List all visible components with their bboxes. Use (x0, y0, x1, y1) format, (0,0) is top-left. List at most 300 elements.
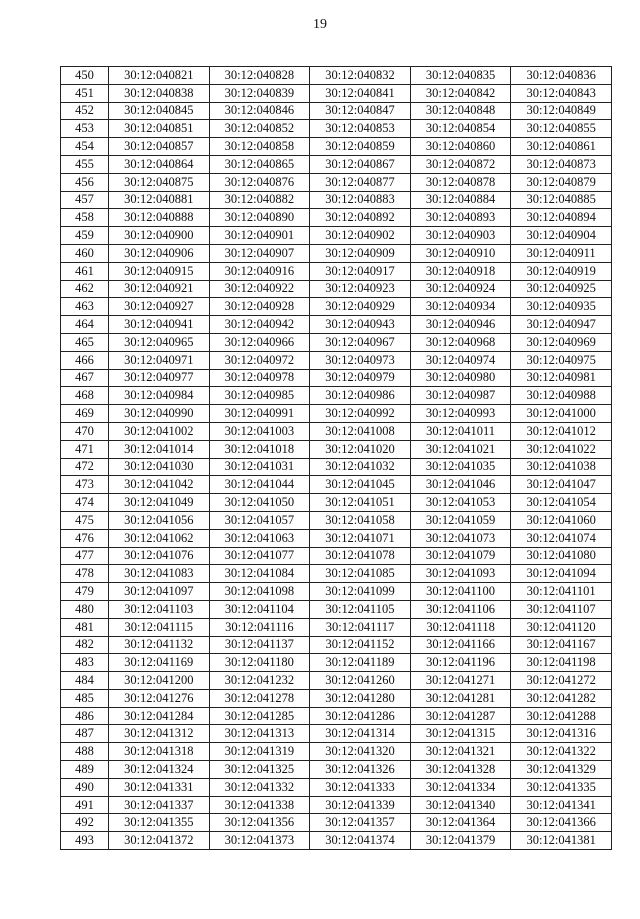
cadastral-code-cell: 30:12:040925 (511, 280, 612, 298)
cadastral-code-cell: 30:12:040852 (209, 120, 310, 138)
table-row (61, 743, 612, 761)
cadastral-code-cell: 30:12:041084 (209, 565, 310, 583)
table-row (61, 814, 612, 832)
cadastral-code-cell: 30:12:041152 (310, 636, 411, 654)
cadastral-code-cell: 30:12:040916 (209, 262, 310, 280)
row-number-cell: 464 (61, 316, 109, 334)
row-number-cell: 491 (61, 796, 109, 814)
cadastral-code-cell: 30:12:041331 (109, 778, 210, 796)
cadastral-code-cell: 30:12:041169 (109, 654, 210, 672)
cadastral-code-cell: 30:12:040921 (109, 280, 210, 298)
cadastral-code-cell: 30:12:041316 (511, 725, 612, 743)
row-number-cell: 476 (61, 529, 109, 547)
table-row (61, 636, 612, 654)
row-number-cell: 474 (61, 494, 109, 512)
cadastral-code-cell: 30:12:041281 (410, 689, 511, 707)
cadastral-code-cell: 30:12:040892 (310, 209, 411, 227)
table-row (61, 440, 612, 458)
row-number-cell: 462 (61, 280, 109, 298)
cadastral-code-cell: 30:12:041046 (410, 476, 511, 494)
cadastral-code-cell: 30:12:040934 (410, 298, 511, 316)
row-number-cell: 485 (61, 689, 109, 707)
cadastral-code-cell: 30:12:041167 (511, 636, 612, 654)
cadastral-code-cell: 30:12:041080 (511, 547, 612, 565)
cadastral-code-cell: 30:12:041357 (310, 814, 411, 832)
cadastral-code-cell: 30:12:040928 (209, 298, 310, 316)
row-number-cell: 489 (61, 761, 109, 779)
cadastral-code-cell: 30:12:040923 (310, 280, 411, 298)
table-row (61, 476, 612, 494)
cadastral-code-cell: 30:12:041319 (209, 743, 310, 761)
cadastral-code-cell: 30:12:040985 (209, 387, 310, 405)
row-number-cell: 490 (61, 778, 109, 796)
cadastral-code-cell: 30:12:040901 (209, 227, 310, 245)
cadastral-code-cell: 30:12:041022 (511, 440, 612, 458)
cadastral-code-cell: 30:12:041272 (511, 672, 612, 690)
cadastral-code-cell: 30:12:041054 (511, 494, 612, 512)
cadastral-code-cell: 30:12:041038 (511, 458, 612, 476)
cadastral-code-cell: 30:12:040927 (109, 298, 210, 316)
cadastral-code-cell: 30:12:041008 (310, 422, 411, 440)
cadastral-code-cell: 30:12:041042 (109, 476, 210, 494)
cadastral-code-cell: 30:12:040893 (410, 209, 511, 227)
row-number-cell: 480 (61, 600, 109, 618)
cadastral-code-cell: 30:12:040859 (310, 138, 411, 156)
cadastral-code-cell: 30:12:040888 (109, 209, 210, 227)
table-row (61, 191, 612, 209)
cadastral-code-cell: 30:12:041286 (310, 707, 411, 725)
cadastral-code-cell: 30:12:040904 (511, 227, 612, 245)
cadastral-code-cell: 30:12:040876 (209, 173, 310, 191)
cadastral-code-cell: 30:12:041374 (310, 832, 411, 850)
cadastral-code-cell: 30:12:040910 (410, 244, 511, 262)
cadastral-code-cell: 30:12:041198 (511, 654, 612, 672)
row-number-cell: 458 (61, 209, 109, 227)
table-row (61, 280, 612, 298)
cadastral-code-cell: 30:12:041337 (109, 796, 210, 814)
table-row (61, 707, 612, 725)
cadastral-code-cell: 30:12:041132 (109, 636, 210, 654)
cadastral-code-cell: 30:12:041166 (410, 636, 511, 654)
cadastral-code-cell: 30:12:041137 (209, 636, 310, 654)
cadastral-code-cell: 30:12:041011 (410, 422, 511, 440)
cadastral-code-cell: 30:12:040935 (511, 298, 612, 316)
cadastral-code-cell: 30:12:041315 (410, 725, 511, 743)
cadastral-code-cell: 30:12:041379 (410, 832, 511, 850)
cadastral-code-cell: 30:12:040979 (310, 369, 411, 387)
cadastral-code-cell: 30:12:041260 (310, 672, 411, 690)
cadastral-code-cell: 30:12:040872 (410, 155, 511, 173)
table-row (61, 529, 612, 547)
row-number-cell: 450 (61, 67, 109, 85)
cadastral-code-cell: 30:12:040846 (209, 102, 310, 120)
cadastral-code-cell: 30:12:040975 (511, 351, 612, 369)
cadastral-code-cell: 30:12:041083 (109, 565, 210, 583)
cadastral-code-cell: 30:12:041320 (310, 743, 411, 761)
cadastral-code-cell: 30:12:041003 (209, 422, 310, 440)
row-number-cell: 467 (61, 369, 109, 387)
cadastral-code-cell: 30:12:041287 (410, 707, 511, 725)
cadastral-code-cell: 30:12:041278 (209, 689, 310, 707)
cadastral-code-cell: 30:12:040860 (410, 138, 511, 156)
table-row (61, 155, 612, 173)
cadastral-code-cell: 30:12:040885 (511, 191, 612, 209)
cadastral-code-cell: 30:12:040851 (109, 120, 210, 138)
cadastral-code-cell: 30:12:041364 (410, 814, 511, 832)
cadastral-code-cell: 30:12:041000 (511, 405, 612, 423)
cadastral-code-cell: 30:12:041326 (310, 761, 411, 779)
cadastral-code-cell: 30:12:040902 (310, 227, 411, 245)
cadastral-code-cell: 30:12:041100 (410, 583, 511, 601)
cadastral-code-cell: 30:12:040855 (511, 120, 612, 138)
cadastral-code-cell: 30:12:040836 (511, 67, 612, 85)
table-row (61, 547, 612, 565)
cadastral-code-cell: 30:12:041097 (109, 583, 210, 601)
row-number-cell: 457 (61, 191, 109, 209)
table-row (61, 316, 612, 334)
cadastral-code-cell: 30:12:041324 (109, 761, 210, 779)
cadastral-code-cell: 30:12:041049 (109, 494, 210, 512)
cadastral-code-cell: 30:12:041333 (310, 778, 411, 796)
cadastral-code-cell: 30:12:040917 (310, 262, 411, 280)
row-number-cell: 452 (61, 102, 109, 120)
cadastral-code-cell: 30:12:040845 (109, 102, 210, 120)
cadastral-code-cell: 30:12:040924 (410, 280, 511, 298)
table-row (61, 422, 612, 440)
cadastral-code-cell: 30:12:041180 (209, 654, 310, 672)
table-row (61, 138, 612, 156)
cadastral-code-cell: 30:12:040965 (109, 333, 210, 351)
cadastral-code-cell: 30:12:040991 (209, 405, 310, 423)
cadastral-code-cell: 30:12:041105 (310, 600, 411, 618)
row-number-cell: 460 (61, 244, 109, 262)
cadastral-code-cell: 30:12:041031 (209, 458, 310, 476)
cadastral-code-cell: 30:12:040877 (310, 173, 411, 191)
cadastral-code-cell: 30:12:041101 (511, 583, 612, 601)
cadastral-code-cell: 30:12:040900 (109, 227, 210, 245)
row-number-cell: 469 (61, 405, 109, 423)
row-number-cell: 468 (61, 387, 109, 405)
cadastral-code-cell: 30:12:041002 (109, 422, 210, 440)
cadastral-code-cell: 30:12:041312 (109, 725, 210, 743)
cadastral-code-cell: 30:12:040987 (410, 387, 511, 405)
row-number-cell: 465 (61, 333, 109, 351)
table-row (61, 600, 612, 618)
cadastral-code-cell: 30:12:041035 (410, 458, 511, 476)
cadastral-code-cell: 30:12:040946 (410, 316, 511, 334)
cadastral-code-cell: 30:12:041341 (511, 796, 612, 814)
row-number-cell: 478 (61, 565, 109, 583)
cadastral-code-cell: 30:12:040918 (410, 262, 511, 280)
table-row (61, 173, 612, 191)
cadastral-code-cell: 30:12:041107 (511, 600, 612, 618)
cadastral-code-cell: 30:12:040883 (310, 191, 411, 209)
cadastral-code-cell: 30:12:040974 (410, 351, 511, 369)
cadastral-code-cell: 30:12:041276 (109, 689, 210, 707)
cadastral-code-cell: 30:12:041381 (511, 832, 612, 850)
cadastral-code-cell: 30:12:041338 (209, 796, 310, 814)
table-row (61, 387, 612, 405)
cadastral-code-cell: 30:12:040879 (511, 173, 612, 191)
cadastral-code-cell: 30:12:041328 (410, 761, 511, 779)
cadastral-code-cell: 30:12:041103 (109, 600, 210, 618)
cadastral-code-cell: 30:12:041094 (511, 565, 612, 583)
table-row (61, 244, 612, 262)
row-number-cell: 486 (61, 707, 109, 725)
cadastral-code-cell: 30:12:040858 (209, 138, 310, 156)
cadastral-code-cell: 30:12:041063 (209, 529, 310, 547)
cadastral-code-cell: 30:12:041071 (310, 529, 411, 547)
cadastral-code-cell: 30:12:041325 (209, 761, 310, 779)
cadastral-code-cell: 30:12:041018 (209, 440, 310, 458)
cadastral-code-cell: 30:12:040841 (310, 84, 411, 102)
cadastral-code-cell: 30:12:041074 (511, 529, 612, 547)
cadastral-code-cell: 30:12:041060 (511, 511, 612, 529)
cadastral-code-cell: 30:12:041030 (109, 458, 210, 476)
cadastral-code-cell: 30:12:041322 (511, 743, 612, 761)
cadastral-code-cell: 30:12:041099 (310, 583, 411, 601)
row-number-cell: 475 (61, 511, 109, 529)
cadastral-code-cell: 30:12:040853 (310, 120, 411, 138)
cadastral-code-cell: 30:12:041271 (410, 672, 511, 690)
row-number-cell: 492 (61, 814, 109, 832)
cadastral-code-cell: 30:12:040857 (109, 138, 210, 156)
row-number-cell: 477 (61, 547, 109, 565)
cadastral-code-cell: 30:12:041047 (511, 476, 612, 494)
cadastral-code-cell: 30:12:040894 (511, 209, 612, 227)
page-number: 19 (313, 17, 327, 32)
cadastral-code-cell: 30:12:040947 (511, 316, 612, 334)
table-row (61, 796, 612, 814)
cadastral-code-cell: 30:12:041020 (310, 440, 411, 458)
cadastral-code-cell: 30:12:041200 (109, 672, 210, 690)
cadastral-code-cell: 30:12:040929 (310, 298, 411, 316)
table-row (61, 778, 612, 796)
table-row (61, 351, 612, 369)
table-row (61, 565, 612, 583)
cadastral-code-cell: 30:12:041288 (511, 707, 612, 725)
cadastral-code-cell: 30:12:041117 (310, 618, 411, 636)
cadastral-code-cell: 30:12:040839 (209, 84, 310, 102)
cadastral-code-cell: 30:12:040847 (310, 102, 411, 120)
row-number-cell: 482 (61, 636, 109, 654)
cadastral-code-cell: 30:12:041076 (109, 547, 210, 565)
cadastral-code-cell: 30:12:040882 (209, 191, 310, 209)
cadastral-code-cell: 30:12:040943 (310, 316, 411, 334)
row-number-cell: 493 (61, 832, 109, 850)
row-number-cell: 454 (61, 138, 109, 156)
cadastral-code-cell: 30:12:041098 (209, 583, 310, 601)
cadastral-code-cell: 30:12:040906 (109, 244, 210, 262)
cadastral-code-cell: 30:12:041232 (209, 672, 310, 690)
cadastral-code-cell: 30:12:040993 (410, 405, 511, 423)
cadastral-code-cell: 30:12:041032 (310, 458, 411, 476)
table-row (61, 689, 612, 707)
row-number-cell: 463 (61, 298, 109, 316)
row-number-cell: 473 (61, 476, 109, 494)
cadastral-code-cell: 30:12:041196 (410, 654, 511, 672)
cadastral-code-cell: 30:12:041334 (410, 778, 511, 796)
cadastral-code-cell: 30:12:041116 (209, 618, 310, 636)
row-number-cell: 470 (61, 422, 109, 440)
cadastral-code-cell: 30:12:040941 (109, 316, 210, 334)
cadastral-code-cell: 30:12:041373 (209, 832, 310, 850)
table-row (61, 511, 612, 529)
cadastral-code-cell: 30:12:040848 (410, 102, 511, 120)
cadastral-code-cell: 30:12:041115 (109, 618, 210, 636)
cadastral-code-cell: 30:12:040981 (511, 369, 612, 387)
cadastral-code-cell: 30:12:040978 (209, 369, 310, 387)
cadastral-code-cell: 30:12:041057 (209, 511, 310, 529)
cadastral-code-cell: 30:12:041045 (310, 476, 411, 494)
cadastral-code-cell: 30:12:040909 (310, 244, 411, 262)
cadastral-code-cell: 30:12:041056 (109, 511, 210, 529)
table-row (61, 84, 612, 102)
cadastral-code-cell: 30:12:040986 (310, 387, 411, 405)
table-row (61, 654, 612, 672)
cadastral-code-cell: 30:12:041340 (410, 796, 511, 814)
table-row (61, 405, 612, 423)
cadastral-code-cell: 30:12:040838 (109, 84, 210, 102)
cadastral-code-cell: 30:12:041104 (209, 600, 310, 618)
table-row (61, 333, 612, 351)
cadastral-code-cell: 30:12:040881 (109, 191, 210, 209)
cadastral-code-cell: 30:12:040873 (511, 155, 612, 173)
cadastral-code-cell: 30:12:040915 (109, 262, 210, 280)
cadastral-code-cell: 30:12:041329 (511, 761, 612, 779)
cadastral-code-cell: 30:12:041079 (410, 547, 511, 565)
cadastral-code-cell: 30:12:040922 (209, 280, 310, 298)
row-number-cell: 453 (61, 120, 109, 138)
table-row (61, 725, 612, 743)
cadastral-code-cell: 30:12:041021 (410, 440, 511, 458)
cadastral-code-cell: 30:12:041062 (109, 529, 210, 547)
table-row (61, 298, 612, 316)
row-number-cell: 481 (61, 618, 109, 636)
row-number-cell: 471 (61, 440, 109, 458)
cadastral-code-cell: 30:12:041059 (410, 511, 511, 529)
cadastral-code-cell: 30:12:040865 (209, 155, 310, 173)
cadastral-code-cell: 30:12:040990 (109, 405, 210, 423)
row-number-cell: 479 (61, 583, 109, 601)
cadastral-quarter-table (60, 66, 612, 850)
cadastral-code-cell: 30:12:040977 (109, 369, 210, 387)
cadastral-code-cell: 30:12:040992 (310, 405, 411, 423)
cadastral-code-cell: 30:12:041284 (109, 707, 210, 725)
cadastral-code-cell: 30:12:040969 (511, 333, 612, 351)
cadastral-code-cell: 30:12:041356 (209, 814, 310, 832)
cadastral-code-cell: 30:12:040980 (410, 369, 511, 387)
cadastral-code-cell: 30:12:040971 (109, 351, 210, 369)
row-number-cell: 466 (61, 351, 109, 369)
cadastral-code-cell: 30:12:041014 (109, 440, 210, 458)
table-row (61, 262, 612, 280)
cadastral-code-cell: 30:12:041355 (109, 814, 210, 832)
table-row (61, 120, 612, 138)
table-row (61, 761, 612, 779)
cadastral-code-cell: 30:12:041012 (511, 422, 612, 440)
cadastral-code-cell: 30:12:041085 (310, 565, 411, 583)
cadastral-code-cell: 30:12:041050 (209, 494, 310, 512)
cadastral-code-cell: 30:12:041332 (209, 778, 310, 796)
cadastral-code-cell: 30:12:040911 (511, 244, 612, 262)
cadastral-code-cell: 30:12:041335 (511, 778, 612, 796)
cadastral-code-cell: 30:12:040864 (109, 155, 210, 173)
cadastral-code-cell: 30:12:040849 (511, 102, 612, 120)
row-number-cell: 455 (61, 155, 109, 173)
cadastral-code-cell: 30:12:041073 (410, 529, 511, 547)
cadastral-code-cell: 30:12:040984 (109, 387, 210, 405)
cadastral-code-cell: 30:12:040988 (511, 387, 612, 405)
table-row (61, 102, 612, 120)
cadastral-code-cell: 30:12:041372 (109, 832, 210, 850)
cadastral-code-cell: 30:12:041093 (410, 565, 511, 583)
cadastral-code-cell: 30:12:040821 (109, 67, 210, 85)
cadastral-code-cell: 30:12:041282 (511, 689, 612, 707)
cadastral-code-cell: 30:12:040828 (209, 67, 310, 85)
cadastral-code-cell: 30:12:041189 (310, 654, 411, 672)
cadastral-code-cell: 30:12:040919 (511, 262, 612, 280)
cadastral-code-cell: 30:12:040972 (209, 351, 310, 369)
cadastral-code-cell: 30:12:041280 (310, 689, 411, 707)
row-number-cell: 484 (61, 672, 109, 690)
table-row (61, 583, 612, 601)
cadastral-code-cell: 30:12:041058 (310, 511, 411, 529)
cadastral-code-cell: 30:12:041106 (410, 600, 511, 618)
cadastral-code-cell: 30:12:040832 (310, 67, 411, 85)
cadastral-code-cell: 30:12:040835 (410, 67, 511, 85)
cadastral-code-cell: 30:12:041118 (410, 618, 511, 636)
row-number-cell: 483 (61, 654, 109, 672)
cadastral-code-cell: 30:12:040854 (410, 120, 511, 138)
table-row (61, 209, 612, 227)
cadastral-code-cell: 30:12:040890 (209, 209, 310, 227)
cadastral-code-cell: 30:12:040843 (511, 84, 612, 102)
cadastral-code-cell: 30:12:041285 (209, 707, 310, 725)
cadastral-code-cell: 30:12:040907 (209, 244, 310, 262)
cadastral-code-cell: 30:12:040884 (410, 191, 511, 209)
table-row (61, 458, 612, 476)
cadastral-code-cell: 30:12:040967 (310, 333, 411, 351)
cadastral-code-cell: 30:12:041366 (511, 814, 612, 832)
cadastral-code-cell: 30:12:040878 (410, 173, 511, 191)
row-number-cell: 451 (61, 84, 109, 102)
table-row (61, 832, 612, 850)
cadastral-code-cell: 30:12:041339 (310, 796, 411, 814)
cadastral-code-cell: 30:12:040867 (310, 155, 411, 173)
cadastral-code-cell: 30:12:041314 (310, 725, 411, 743)
cadastral-code-cell: 30:12:040968 (410, 333, 511, 351)
cadastral-code-cell: 30:12:041077 (209, 547, 310, 565)
row-number-cell: 459 (61, 227, 109, 245)
cadastral-code-cell: 30:12:041120 (511, 618, 612, 636)
row-number-cell: 488 (61, 743, 109, 761)
row-number-cell: 461 (61, 262, 109, 280)
row-number-cell: 487 (61, 725, 109, 743)
table-row (61, 618, 612, 636)
cadastral-code-cell: 30:12:041321 (410, 743, 511, 761)
cadastral-code-cell: 30:12:041044 (209, 476, 310, 494)
cadastral-code-cell: 30:12:040966 (209, 333, 310, 351)
table-row (61, 67, 612, 85)
cadastral-code-cell: 30:12:041318 (109, 743, 210, 761)
cadastral-code-cell: 30:12:041051 (310, 494, 411, 512)
table-row (61, 369, 612, 387)
table-body (61, 67, 612, 850)
row-number-cell: 472 (61, 458, 109, 476)
table-row (61, 672, 612, 690)
cadastral-code-cell: 30:12:041313 (209, 725, 310, 743)
